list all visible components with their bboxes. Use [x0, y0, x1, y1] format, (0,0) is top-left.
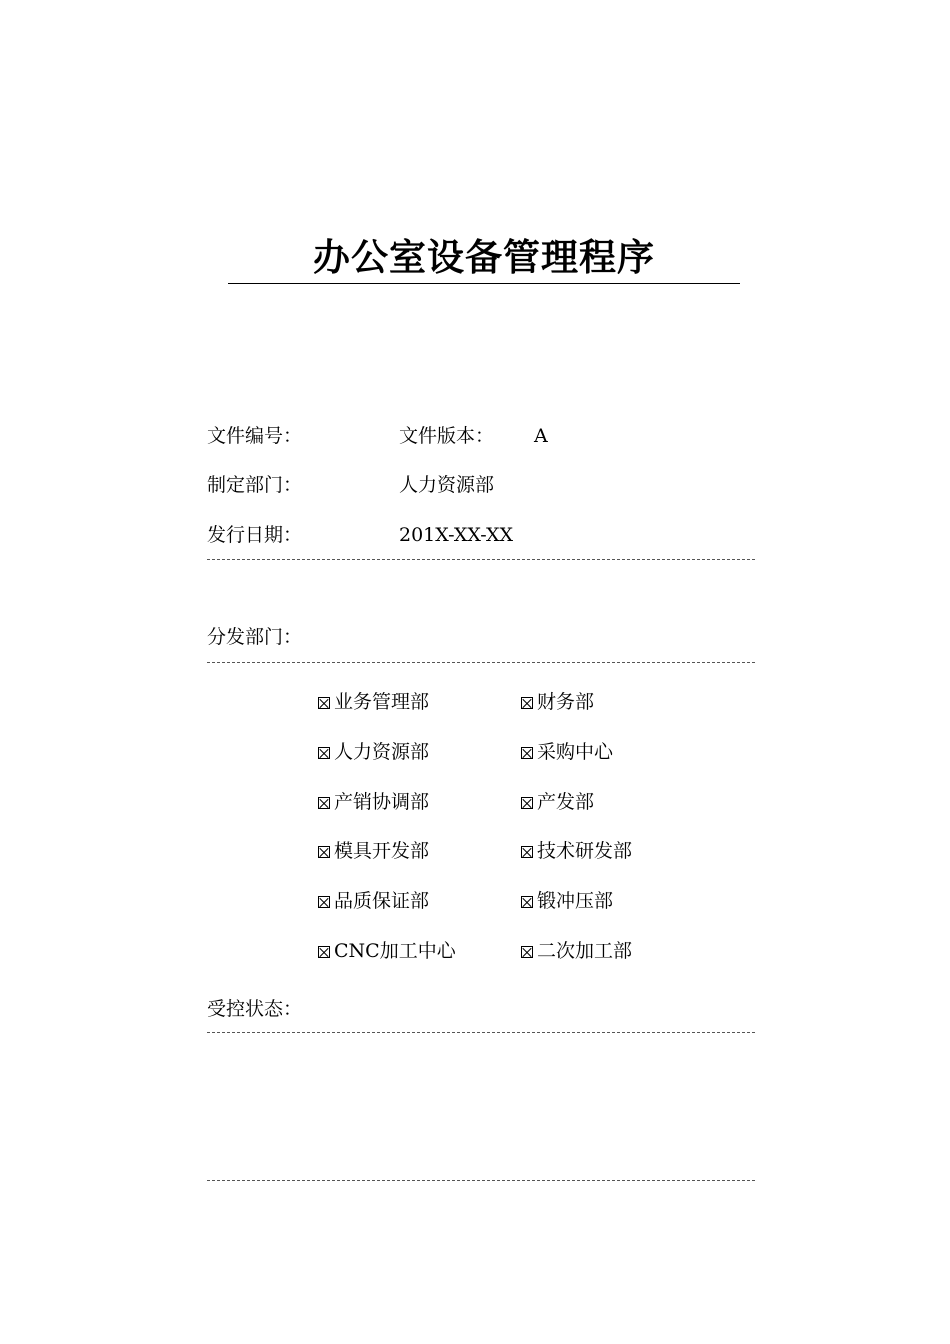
distribution-item: 业务管理部 — [318, 689, 429, 715]
checked-box-icon — [318, 846, 330, 858]
distribution-item: 人力资源部 — [318, 739, 429, 765]
divider-dashed — [207, 1032, 755, 1033]
doc-version-value: A — [534, 425, 548, 447]
distribution-item: CNC加工中心 — [318, 938, 456, 964]
control-status-label: 受控状态： — [207, 998, 303, 1020]
distribution-item: 二次加工部 — [521, 938, 632, 964]
doc-version-label: 文件版本： — [399, 425, 495, 447]
checked-box-icon — [318, 697, 330, 709]
checked-box-icon — [521, 846, 533, 858]
checked-box-icon — [521, 797, 533, 809]
distribution-item: 技术研发部 — [521, 838, 632, 864]
distribution-item: 模具开发部 — [318, 838, 429, 864]
distribution-item: 财务部 — [521, 689, 594, 715]
divider-dashed — [207, 559, 755, 560]
checked-box-icon — [521, 946, 533, 958]
checked-box-icon — [521, 697, 533, 709]
title-underline — [228, 283, 740, 284]
distribution-item: 产销协调部 — [318, 789, 429, 815]
distribution-item: 产发部 — [521, 789, 594, 815]
distribution-item: 采购中心 — [521, 739, 613, 765]
doc-number-label: 文件编号： — [207, 425, 303, 447]
checked-box-icon — [521, 896, 533, 908]
divider-dashed — [207, 1180, 755, 1181]
dept-value: 人力资源部 — [399, 474, 495, 496]
checked-box-icon — [318, 896, 330, 908]
issue-date-label: 发行日期： — [207, 524, 303, 546]
distribution-label: 分发部门： — [207, 626, 303, 648]
distribution-item: 锻冲压部 — [521, 888, 613, 914]
distribution-item: 品质保证部 — [318, 888, 429, 914]
checked-box-icon — [318, 747, 330, 759]
checked-box-icon — [521, 747, 533, 759]
checked-box-icon — [318, 946, 330, 958]
document-title: 办公室设备管理程序 — [313, 235, 655, 279]
dept-label: 制定部门： — [207, 474, 303, 496]
checked-box-icon — [318, 797, 330, 809]
issue-date-value: 201X-XX-XX — [399, 524, 514, 546]
divider-dashed — [207, 662, 755, 663]
